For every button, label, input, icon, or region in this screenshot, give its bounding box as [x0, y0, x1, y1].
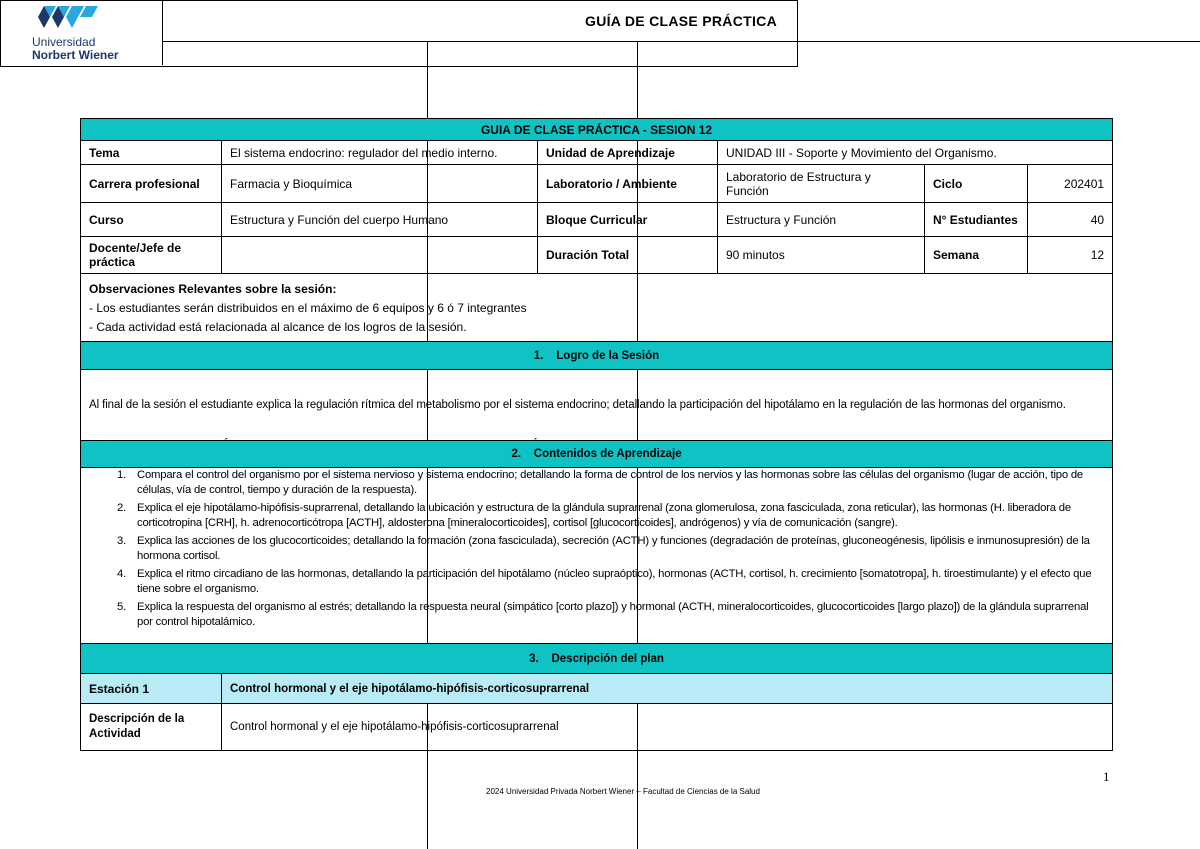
lab-value: Laboratorio de Estructura y Función [718, 165, 925, 203]
observaciones-line: - Cada actividad está relacionada al alcance de los logros de la sesión. [89, 320, 467, 334]
plan-heading: 3. Descripción del plan [81, 644, 1113, 674]
ciclo-value: 202401 [1028, 165, 1113, 203]
logo-text-line1: Universidad [32, 35, 96, 49]
logro-heading: 1. Logro de la Sesión [81, 342, 1113, 370]
observaciones-line: - Los estudiantes serán distribuidos en el máximo de 6 equipos y 6 ó 7 integrantes [89, 301, 527, 315]
desc-value: Control hormonal y el eje hipotálamo-hipófisis-corticosuprarrenal [222, 704, 1113, 751]
lab-label: Laboratorio / Ambiente [538, 165, 718, 203]
bloque-label: Bloque Curricular [538, 203, 718, 237]
contenidos-cell [81, 468, 1113, 644]
semana-value: 12 [1028, 237, 1113, 274]
list-item: 5. Explica la respuesta del organismo al estrés; detallando la respuesta neural (simpático [corto plazo]) y hormonal (ACTH, mineralocorticoides, glucocorticoides [largo plazo]) de la glándula suprarrenal por control hipotalámico. [129, 600, 1104, 630]
unidad-value: UNIDAD III - Soporte y Movimiento del Organismo. [718, 141, 1113, 165]
page-number: 1 [1103, 769, 1110, 784]
tema-value: El sistema endocrino: regulador del medio interno. [222, 141, 538, 165]
university-logo [0, 0, 163, 65]
desc-label: Descripción de la Actividad [81, 704, 222, 751]
list-item: 4. Explica el ritmo circadiano de las hormonas, detallando la participación del hipotálamo (núcleo supraóptico), hormonas (ACTH, cortisol, h. crecimiento [somatotropa], h. tiroestimulante) y el efecto que tiene sobre el organismo. [129, 567, 1104, 597]
curso-label: Curso [81, 203, 222, 237]
nest-value: 40 [1028, 203, 1113, 237]
nest-label: N° Estudiantes [925, 203, 1028, 237]
carrera-value: Farmacia y Bioquímica [222, 165, 538, 203]
session-table [80, 118, 1113, 751]
list-item: 1. Compara el control del organismo por el sistema nervioso y sistema endocrino; detallando la forma de control de los nervios y las hormonas sobre las células del organismo (lugar de acción, tipo de células, vía de control, tiempo y duración de la respuesta). [129, 468, 1104, 498]
document-header [0, 0, 798, 67]
duracion-value: 90 minutos [718, 237, 925, 274]
contenidos-list [89, 468, 1104, 630]
observaciones-cell [81, 274, 1113, 342]
logo-text-line2: Norbert Wiener [32, 48, 119, 62]
bloque-value: Estructura y Función [718, 203, 925, 237]
semana-label: Semana [925, 237, 1028, 274]
page-footer: 2024 Universidad Privada Norbert Wiener – Facultad de Ciencias de la Salud [486, 787, 760, 796]
station-value: Control hormonal y el eje hipotálamo-hipófisis-corticosuprarrenal [222, 674, 1113, 704]
list-item: 2. Explica el eje hipotálamo-hipófisis-suprarrenal, detallando la ubicación y estructura de la glándula suprarrenal (zona glomerulosa, zona fasciculada, zona reticular), las hormonas (H. liberadora de corticotropina [CRH], h. adrenocorticótropa [ACTH], aldosterona [mineralocorticoides], cortisol [glucocorticoides], andrógenos) y vía de comunicación (sangre). [129, 501, 1104, 531]
logro-text: Al final de la sesión el estudiante explica la regulación rítmica del metabolismo por el sistema endocrino; detallando la participación del hipotálamo en la regulación de las hormonas del organismo. [81, 370, 1113, 441]
session-title: GUIA DE CLASE PRÁCTICA - SESION 12 [81, 119, 1113, 141]
docente-value [222, 237, 538, 274]
curso-value: Estructura y Función del cuerpo Humano [222, 203, 538, 237]
document-title: GUÍA DE CLASE PRÁCTICA [162, 0, 1200, 42]
carrera-label: Carrera profesional [81, 165, 222, 203]
unidad-label: Unidad de Aprendizaje [538, 141, 718, 165]
contenidos-heading: 2. Contenidos de Aprendizaje [81, 441, 1113, 468]
duracion-label: Duración Total [538, 237, 718, 274]
docente-label: Docente/Jefe de práctica [81, 237, 222, 274]
ciclo-label: Ciclo [925, 165, 1028, 203]
station-label: Estación 1 [81, 674, 222, 704]
list-item: 3. Explica las acciones de los glucocorticoides; detallando la formación (zona fasciculada), secreción (ACTH) y funciones (degradación de proteínas, gluconeogénesis, lipólisis e inmunosupresión) de la hormona cortisol. [129, 534, 1104, 564]
observaciones-title: Observaciones Relevantes sobre la sesión: [89, 282, 337, 296]
tema-label: Tema [81, 141, 222, 165]
